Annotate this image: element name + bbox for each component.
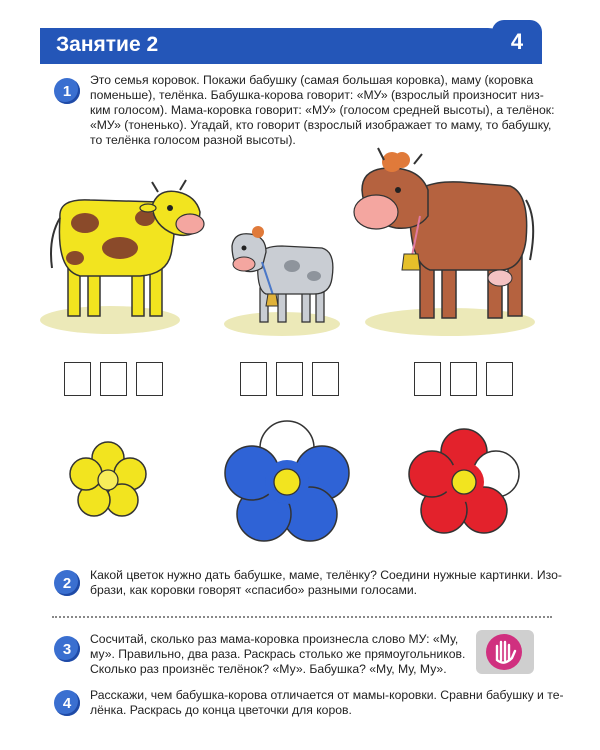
- page-header: [0, 0, 600, 75]
- task-2-line: брази, как коровки говорят «спасибо» разными голосами.: [90, 583, 418, 597]
- colorable-box[interactable]: [486, 362, 513, 396]
- hand-icon: [484, 632, 524, 672]
- colorable-box[interactable]: [136, 362, 163, 396]
- task-4-line: лёнка. Раскрась до конца цветочки для коров.: [90, 703, 352, 717]
- task-1-line: ким голосом). Мама-коровка говорит: «МУ» (голосом средней высоты), а телёнок:: [90, 103, 555, 117]
- hand-icon-badge: [476, 630, 534, 674]
- task-4-text: [90, 688, 565, 718]
- task-3-text: [90, 632, 470, 677]
- small-yellow-flower[interactable]: [68, 440, 148, 520]
- section-divider: [52, 616, 552, 618]
- task-4-number: 4: [54, 690, 80, 716]
- task-2-text: [90, 568, 565, 598]
- mama-cow-illustration: [40, 178, 220, 338]
- calf-boxes: [240, 362, 339, 396]
- task-1-line: Это семья коровок. Покажи бабушку (самая большая коровка), маму (коровка: [90, 73, 534, 87]
- calf-illustration: [222, 228, 342, 338]
- task-1-line: «МУ» (тоненько). Угадай, кто говорит (взрослый изображает то маму, то бабушку,: [90, 118, 552, 132]
- task-3-line: Сколько раз произнёс телёнок? «Му». Бабушка? «Му, Му, Му».: [90, 662, 447, 676]
- colorable-box[interactable]: [276, 362, 303, 396]
- task-3-line: му». Правильно, два раза. Раскрась столько же прямоугольников.: [90, 647, 466, 661]
- mama-cow-boxes: [64, 362, 163, 396]
- large-blue-flower[interactable]: [222, 418, 352, 546]
- colorable-box[interactable]: [240, 362, 267, 396]
- colorable-box[interactable]: [64, 362, 91, 396]
- task-2-line: Какой цветок нужно дать бабушке, маме, телёнку? Соедини нужные картинки. Изо-: [90, 568, 562, 582]
- lesson-title: Занятие 2: [56, 33, 159, 56]
- task-2-number: 2: [54, 570, 80, 596]
- task-1-number: 1: [54, 78, 80, 104]
- grandma-cow-boxes: [414, 362, 513, 396]
- colorable-box[interactable]: [414, 362, 441, 396]
- task-1-line: поменьше), телёнка. Бабушка-корова говорит: «МУ» (взрослый произносит низ-: [90, 88, 544, 102]
- grandma-cow-illustration: [350, 150, 540, 340]
- task-1-text: [90, 73, 560, 148]
- task-3-number: 3: [54, 636, 80, 662]
- medium-red-flower[interactable]: [408, 428, 520, 536]
- colorable-box[interactable]: [312, 362, 339, 396]
- task-3-line: Сосчитай, сколько раз мама-коровка произнесла слово МУ: «Му,: [90, 632, 459, 646]
- colorable-box[interactable]: [100, 362, 127, 396]
- task-1-line: то телёнка голосом разной высоты).: [90, 133, 296, 147]
- colorable-box[interactable]: [450, 362, 477, 396]
- task-4-line: Расскажи, чем бабушка-корова отличается от мамы-коровки. Сравни бабушку и те-: [90, 688, 564, 702]
- page-number: 4: [492, 20, 542, 64]
